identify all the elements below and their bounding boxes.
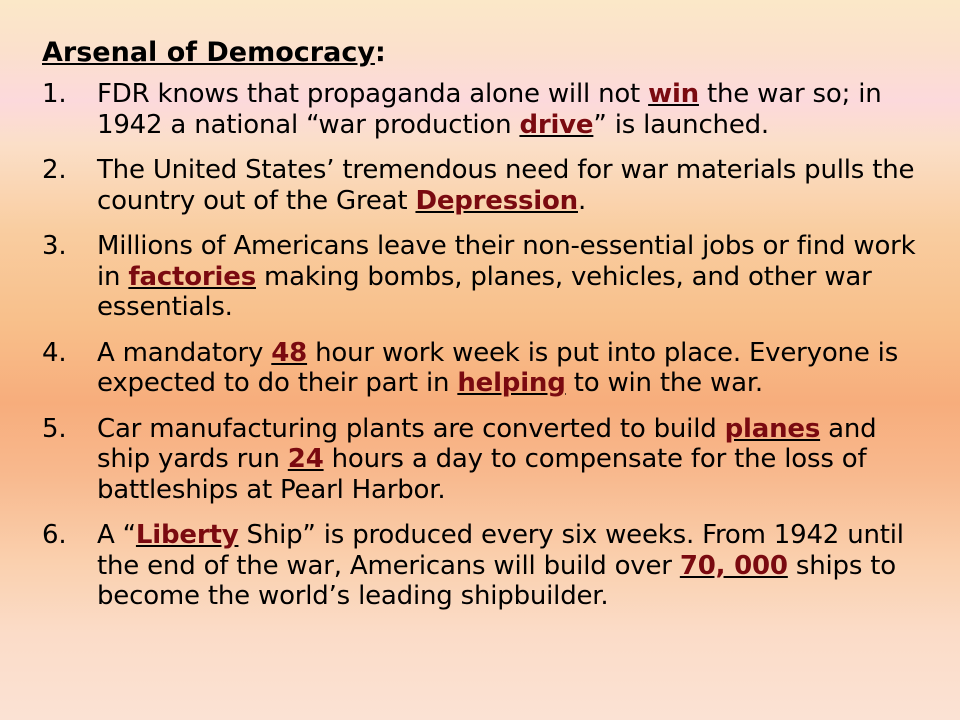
list-item-text [97, 338, 898, 399]
list-item-text [97, 231, 916, 322]
list-item [42, 414, 932, 506]
slide-heading [42, 37, 932, 69]
text-run: the war so; in 1942 a national “war production [97, 79, 882, 140]
list-item [42, 155, 932, 216]
keyword: 48 [271, 337, 308, 368]
text-run: ships to become the world’s leading shipbuilder. [97, 550, 896, 611]
list-item-number: 3. [42, 231, 67, 261]
list-item-text [97, 414, 877, 505]
keyword: planes [724, 413, 821, 444]
list-item-text [97, 155, 914, 216]
text-run: FDR knows that propaganda alone will not [97, 79, 649, 109]
text-run: and ship yards run [97, 413, 877, 474]
text-run: The United States’ tremendous need for war materials pulls the country out of the Great [97, 155, 915, 216]
keyword: helping [457, 368, 566, 398]
text-run: A mandatory [97, 337, 272, 368]
keyword: Depression [415, 185, 578, 216]
text-run: making bombs, planes, vehicles, and other war essentials. [97, 261, 872, 322]
heading-title: Arsenal of Democracy [42, 37, 375, 68]
text-run: Ship” is produced every six weeks. From 1942 until the end of the war, Americans will build over [97, 520, 904, 581]
keyword: factories [128, 261, 256, 292]
text-run: Car manufacturing plants are converted to build [97, 413, 725, 444]
list-item-number: 1. [42, 79, 67, 109]
list-item-number: 5. [42, 413, 67, 444]
keyword: win [648, 79, 699, 109]
text-run: hour work week is put into place. Everyone is expected to do their part in [97, 337, 899, 398]
list-item-text [97, 520, 904, 611]
list-item-text [97, 79, 882, 140]
list-item-number: 4. [42, 337, 67, 368]
bullet-list [42, 79, 932, 612]
text-run: . [577, 185, 587, 216]
text-run: hours a day to compensate for the loss of battleships at Pearl Harbor. [97, 444, 867, 505]
slide-content [42, 37, 932, 627]
heading-colon: : [374, 37, 386, 68]
list-item [42, 79, 932, 140]
keyword: 24 [287, 444, 324, 474]
list-item-number: 6. [42, 520, 67, 550]
keyword: Liberty [135, 520, 239, 550]
keyword: drive [519, 109, 594, 140]
text-run: ” is launched. [593, 109, 769, 140]
text-run: to win the war. [565, 368, 764, 398]
list-item [42, 338, 932, 399]
list-item [42, 231, 932, 323]
list-item [42, 520, 932, 612]
list-item-number: 2. [42, 155, 67, 185]
keyword: 70, 000 [679, 550, 788, 581]
text-run: A “ [97, 520, 136, 550]
text-run: Millions of Americans leave their non-essential jobs or find work in [97, 231, 916, 292]
